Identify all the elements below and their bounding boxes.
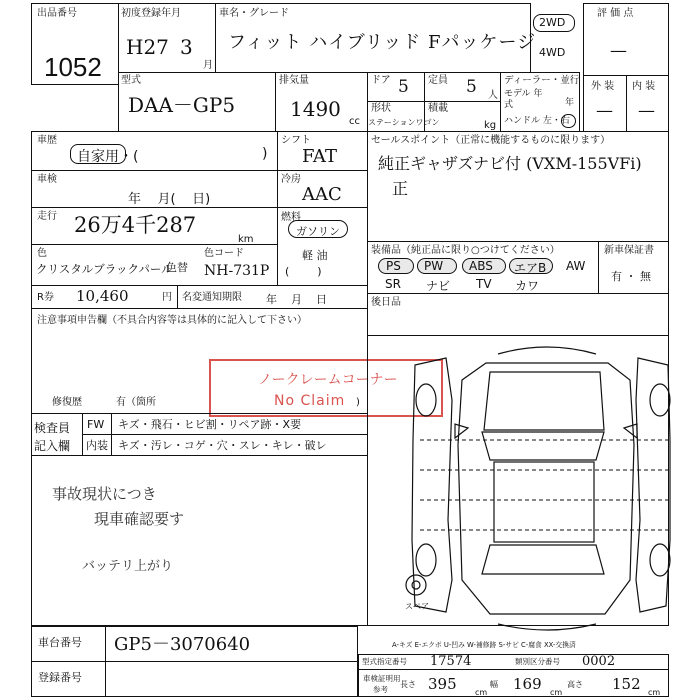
displacement-label: 排気量	[279, 75, 309, 86]
no-claim-line2: No Claim	[274, 393, 346, 409]
equipment-label: 装備品（純正品に限り○つけてください）	[371, 245, 560, 256]
sales-point-box	[367, 131, 669, 242]
car-name-label: 車名・グレード	[219, 8, 289, 19]
color-value: クリスタルブラックパール	[36, 262, 173, 276]
fuel-gasoline: ガソリン	[296, 225, 340, 238]
recycle-label: R券	[37, 292, 54, 303]
model-label: 型式	[121, 75, 141, 86]
model-value: DAA－GP5	[128, 93, 236, 117]
drive-4wd: 4WD	[539, 46, 566, 59]
chassis-label: 車台番号	[38, 636, 82, 649]
int-label: 内 装	[632, 81, 656, 92]
inspector-memo3: バッテリ上がり	[82, 559, 174, 574]
lot-label: 出品番号	[37, 8, 77, 19]
length-label: 長さ	[400, 680, 416, 689]
width-label: 幅	[490, 680, 498, 689]
history-row	[31, 131, 278, 171]
handle-label: ハンドル 左・右	[504, 116, 570, 126]
color-code-value: NH-731P	[204, 263, 270, 279]
capacity-value: 5	[466, 77, 477, 97]
reg-label: 登録番号	[38, 671, 82, 684]
displacement-value: 1490	[290, 97, 341, 121]
vc-label: 車検証明用	[363, 674, 401, 683]
color-label: 色	[37, 248, 47, 259]
inspector-label2: 記入欄	[34, 439, 71, 453]
warranty-label: 新車保証書	[604, 245, 654, 256]
equip-aw[interactable]: AW	[566, 259, 586, 273]
sales-point-label: セールスポイント（正常に機能するものに限ります）	[371, 135, 611, 146]
inspector-row2-tag: 内装	[86, 439, 108, 452]
repaint-label: 色替	[166, 261, 188, 274]
history-value: 自家用・(	[77, 149, 139, 165]
shift-value: FAT	[302, 146, 337, 167]
ac-label: 冷房	[281, 174, 301, 185]
month-unit: 月	[203, 60, 213, 71]
inspection-label: 車検	[37, 174, 57, 185]
recycle-value: 10,460	[76, 287, 129, 305]
repair-label: 修復歴	[52, 397, 82, 408]
ext-label: 外 装	[591, 81, 615, 92]
equip-abs-label: ABS	[469, 259, 493, 273]
inspector-row1-tag: FW	[87, 418, 105, 431]
fuel-diesel: 軽 油	[302, 249, 328, 262]
chassis-value: GP5－3070640	[114, 634, 251, 655]
ext-value: —	[596, 101, 613, 121]
deadline-label: 名変通知期限	[182, 292, 242, 303]
warranty-value: 有 ・ 無	[611, 270, 651, 283]
int-value: —	[638, 101, 655, 121]
diagram-box	[367, 335, 669, 626]
no-claim-line1: ノークレームコーナー	[258, 372, 398, 388]
height-label: 高さ	[567, 680, 583, 689]
inspector-row2-text: キズ・汚レ・コゲ・穴・スレ・キレ・破レ	[118, 439, 327, 452]
model-cert-value: 17574	[430, 654, 472, 669]
handle-right-circle	[561, 114, 576, 128]
dealer-label: ディーラー・並行	[504, 75, 580, 86]
first-reg-month: 3	[180, 35, 193, 59]
width-value: 169	[513, 675, 542, 693]
inspector-memo1: 事故現状につき	[52, 485, 157, 503]
inspector-label1: 検査員	[34, 421, 71, 435]
fuel-label: 燃料	[281, 212, 301, 223]
sales-point-line1: 純正ギャザズナビ付 (VXM-155VFi)	[378, 154, 642, 173]
history-label: 車歴	[37, 135, 57, 146]
capacity-unit: 人	[488, 90, 498, 101]
notes-label: 注意事項申告欄（不具合内容等は具体的に記入して下さい）	[37, 315, 307, 326]
width-unit: cm	[550, 688, 563, 697]
load-unit: kg	[484, 120, 497, 131]
fuel-paren: ( )	[285, 265, 322, 278]
equip-airbag-label: エアB	[514, 261, 547, 275]
model-cert-label: 型式指定番号	[362, 657, 407, 666]
later-fit-box	[367, 293, 669, 336]
history-close: )	[262, 146, 268, 162]
damage-legend: A-キズ E-エクボ U-凹み W-補修跡 S-サビ C-腐食 XX-交換済	[392, 641, 576, 649]
shape-label: 形状	[371, 103, 391, 114]
drive-2wd: 2WD	[539, 16, 566, 29]
eval-label: 評 価 点	[597, 8, 634, 19]
ac-value: AAC	[302, 184, 342, 205]
equip-pw-label: PW	[424, 259, 444, 273]
equip-leather[interactable]: カワ	[515, 279, 540, 293]
length-value: 395	[428, 675, 457, 693]
capacity-label: 定員	[428, 75, 448, 86]
deadline-date: 年 月 日	[266, 293, 327, 306]
first-reg-year: H27	[126, 35, 169, 59]
model-year-unit: 年	[565, 98, 575, 108]
mileage-value: 26万4千287	[74, 213, 197, 237]
repair-value: 有（箇所	[116, 397, 156, 408]
equip-sr[interactable]: SR	[385, 277, 401, 291]
lot-number: 1052	[44, 52, 102, 82]
door-label: ドア	[371, 75, 391, 86]
model-year-label: モデル 年式	[504, 89, 543, 110]
cc-unit: cc	[349, 116, 360, 127]
inspector-row1-text: キズ・飛石・ヒビ割・リペア跡・X要	[118, 418, 302, 431]
shape-value: ステーションワゴン	[368, 118, 440, 127]
inspection-text: 年 月( 日)	[128, 192, 211, 207]
equip-tv[interactable]: TV	[476, 277, 492, 291]
load-label: 積載	[428, 103, 448, 114]
length-unit: cm	[475, 688, 488, 697]
height-value: 152	[612, 675, 641, 693]
door-value: 5	[398, 77, 409, 97]
ref-label: 参考	[373, 685, 388, 694]
car-name-value: フィット ハイブリッド Fパッケージ	[228, 32, 537, 53]
height-unit: cm	[648, 688, 661, 697]
eval-value: —	[610, 41, 627, 61]
sales-point-line2: 正	[392, 179, 409, 198]
equip-navi[interactable]: ナビ	[426, 279, 451, 293]
equip-ps-label: PS	[386, 259, 401, 273]
later-fit-label: 後日品	[371, 297, 401, 308]
mileage-unit: km	[238, 234, 254, 245]
type-class-value: 0002	[582, 654, 616, 669]
spare-label: スペア	[405, 602, 429, 611]
recycle-unit: 円	[162, 292, 172, 303]
type-class-label: 類別区分番号	[515, 657, 560, 666]
mileage-label: 走行	[37, 211, 57, 222]
color-code-label: 色コード	[204, 248, 244, 259]
inspector-memo2: 現車確認要す	[94, 510, 185, 528]
shift-label: シフト	[281, 135, 311, 146]
first-reg-label: 初度登録年月	[121, 8, 181, 19]
repair-close: )	[356, 397, 360, 408]
